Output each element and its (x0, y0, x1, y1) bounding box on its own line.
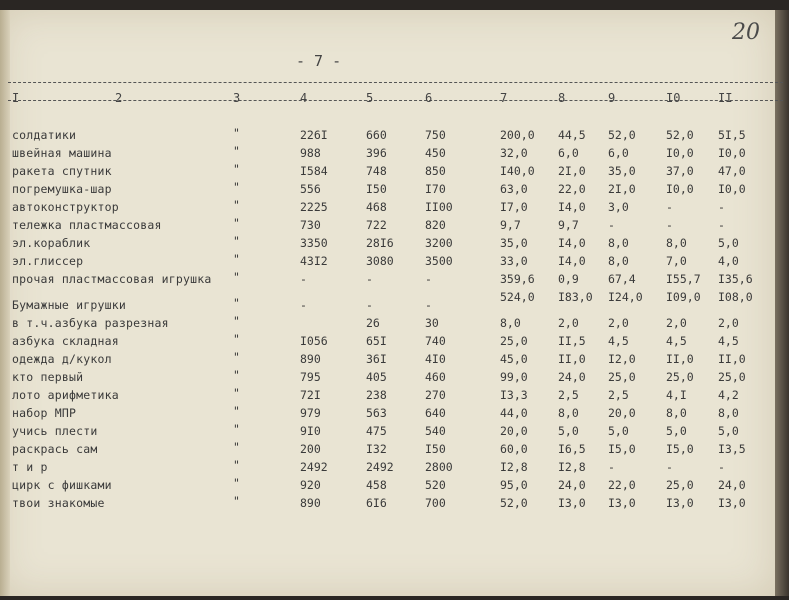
column-header-11: II (718, 91, 733, 105)
row-cell-c11: I08,0 (718, 290, 753, 304)
row-cell-c5: 405 (366, 370, 387, 384)
row-cell-c5: 65I (366, 334, 387, 348)
row-unit-ditto: " (233, 270, 240, 284)
column-header-10: I0 (666, 91, 681, 105)
row-cell-c7: 45,0 (500, 352, 528, 366)
row-cell-c7: I2,8 (500, 460, 528, 474)
row-cell-c9: - (608, 460, 615, 474)
row-cell-c11: - (718, 218, 725, 232)
row-cell-c5: 748 (366, 164, 387, 178)
column-header-4: 4 (300, 91, 308, 105)
row-cell-c6: I70 (425, 182, 446, 196)
row-cell-c7: 44,0 (500, 406, 528, 420)
row-unit-ditto: " (233, 422, 240, 436)
row-unit-ditto: " (233, 404, 240, 418)
row-name: Бумажные игрушки (12, 298, 126, 312)
row-cell-c10: - (666, 218, 673, 232)
row-cell-c4: 730 (300, 218, 321, 232)
row-cell-c4: 920 (300, 478, 321, 492)
row-cell-c5: 475 (366, 424, 387, 438)
row-unit-ditto: " (233, 494, 240, 508)
row-cell-c7: 8,0 (500, 316, 521, 330)
row-cell-c8: I2,8 (558, 460, 586, 474)
row-unit-ditto: " (233, 440, 240, 454)
row-unit-ditto: " (233, 314, 240, 328)
row-cell-c8: 24,0 (558, 370, 586, 384)
row-cell-c10: 4,I (666, 388, 687, 402)
row-unit-ditto: " (233, 368, 240, 382)
row-cell-c4: 2225 (300, 200, 328, 214)
row-cell-c10: I55,7 (666, 272, 701, 286)
row-cell-c10: 25,0 (666, 478, 694, 492)
row-cell-c10: - (666, 460, 673, 474)
row-cell-c8: I4,0 (558, 200, 586, 214)
row-cell-c9: 8,0 (608, 254, 629, 268)
row-cell-c6: I50 (425, 442, 446, 456)
row-cell-c4: I056 (300, 334, 328, 348)
row-cell-c6: 2800 (425, 460, 453, 474)
row-cell-c8: I3,0 (558, 496, 586, 510)
row-cell-c6: 820 (425, 218, 446, 232)
row-cell-c4: 2492 (300, 460, 328, 474)
row-cell-c5: 6I6 (366, 496, 387, 510)
row-cell-c4: 3350 (300, 236, 328, 250)
row-cell-c11: II,0 (718, 352, 746, 366)
row-cell-c8: 0,9 (558, 272, 579, 286)
row-name: солдатики (12, 128, 77, 142)
row-cell-c4: 556 (300, 182, 321, 196)
row-cell-c10: I5,0 (666, 442, 694, 456)
row-cell-c8: 6,0 (558, 146, 579, 160)
row-cell-c9: I24,0 (608, 290, 643, 304)
row-cell-c9: 8,0 (608, 236, 629, 250)
row-cell-c10: 8,0 (666, 236, 687, 250)
row-cell-c11: I0,0 (718, 182, 746, 196)
row-name: т и р (12, 460, 48, 474)
row-cell-c7: 9,7 (500, 218, 521, 232)
row-name: лото арифметика (12, 388, 119, 402)
row-cell-c10: I0,0 (666, 146, 694, 160)
column-header-6: 6 (425, 91, 433, 105)
row-name: автоконструктор (12, 200, 119, 214)
row-unit-ditto: " (233, 296, 240, 310)
row-cell-c9: 22,0 (608, 478, 636, 492)
row-cell-c9: I2,0 (608, 352, 636, 366)
row-cell-c9: 3,0 (608, 200, 629, 214)
row-cell-c6: 520 (425, 478, 446, 492)
row-cell-c9: 4,5 (608, 334, 629, 348)
row-cell-c11: 2,0 (718, 316, 739, 330)
row-cell-c6: 270 (425, 388, 446, 402)
row-unit-ditto: " (233, 216, 240, 230)
row-name: твои знакомые (12, 496, 105, 510)
row-cell-c7: 95,0 (500, 478, 528, 492)
row-cell-c9: 2I,0 (608, 182, 636, 196)
column-header-2: 2 (115, 91, 123, 105)
row-cell-c11: 8,0 (718, 406, 739, 420)
row-cell-c6: 3200 (425, 236, 453, 250)
row-cell-c4: - (300, 298, 307, 312)
row-cell-c11: I35,6 (718, 272, 753, 286)
row-cell-c9: 5,0 (608, 424, 629, 438)
row-cell-c9: 2,5 (608, 388, 629, 402)
row-cell-c11: I0,0 (718, 146, 746, 160)
row-cell-c5: 458 (366, 478, 387, 492)
row-cell-c8: I6,5 (558, 442, 586, 456)
row-cell-c11: 25,0 (718, 370, 746, 384)
row-cell-c5: I32 (366, 442, 387, 456)
row-cell-c11: 4,2 (718, 388, 739, 402)
row-cell-c6: - (425, 272, 432, 286)
row-cell-c11: 47,0 (718, 164, 746, 178)
row-cell-c11: - (718, 200, 725, 214)
row-name: ракета спутник (12, 164, 112, 178)
row-unit-ditto: " (233, 198, 240, 212)
row-cell-c9: - (608, 218, 615, 232)
row-cell-c6: 540 (425, 424, 446, 438)
row-cell-c11: 5,0 (718, 236, 739, 250)
row-cell-c8: 8,0 (558, 406, 579, 420)
row-name: одежда д/кукол (12, 352, 112, 366)
row-cell-c10: I0,0 (666, 182, 694, 196)
row-cell-c6: II00 (425, 200, 453, 214)
column-header-9: 9 (608, 91, 616, 105)
row-cell-c6: 700 (425, 496, 446, 510)
row-cell-c10: 2,0 (666, 316, 687, 330)
page-header: - 7 - (296, 52, 342, 70)
row-cell-c5: 468 (366, 200, 387, 214)
row-cell-c5: 36I (366, 352, 387, 366)
row-cell-c5: 2492 (366, 460, 394, 474)
row-unit-ditto: " (233, 144, 240, 158)
row-cell-c5: - (366, 298, 373, 312)
row-cell-c4: I584 (300, 164, 328, 178)
row-name: набор МПР (12, 406, 77, 420)
row-cell-c4: 979 (300, 406, 321, 420)
row-cell-c7: 63,0 (500, 182, 528, 196)
row-cell-c7: 60,0 (500, 442, 528, 456)
row-cell-c6: 750 (425, 128, 446, 142)
row-unit-ditto: " (233, 458, 240, 472)
row-cell-c6: 850 (425, 164, 446, 178)
row-name: прочая пластмассовая игрушка (12, 272, 212, 286)
row-cell-c5: 28I6 (366, 236, 394, 250)
row-cell-c8: II,0 (558, 352, 586, 366)
row-cell-c10: I3,0 (666, 496, 694, 510)
row-cell-c11: 24,0 (718, 478, 746, 492)
table-top-rule (8, 82, 783, 83)
row-cell-c9: 35,0 (608, 164, 636, 178)
row-cell-c6: 30 (425, 316, 439, 330)
row-cell-c9: 52,0 (608, 128, 636, 142)
row-cell-c8: 9,7 (558, 218, 579, 232)
row-cell-c7: 359,6 (500, 272, 535, 286)
row-name: эл.глиссер (12, 254, 84, 268)
row-cell-c10: 52,0 (666, 128, 694, 142)
row-cell-c9: 2,0 (608, 316, 629, 330)
row-cell-c8: I4,0 (558, 254, 586, 268)
row-cell-c8: 24,0 (558, 478, 586, 492)
page-binding-edge (0, 10, 10, 596)
row-cell-c10: 7,0 (666, 254, 687, 268)
row-cell-c7: 524,0 (500, 290, 535, 304)
row-cell-c11: I3,0 (718, 496, 746, 510)
row-cell-c7: 52,0 (500, 496, 528, 510)
row-cell-c9: I5,0 (608, 442, 636, 456)
row-cell-c5: 722 (366, 218, 387, 232)
row-name: швейная машина (12, 146, 112, 160)
page-edge-shadow (775, 10, 789, 596)
row-name: кто первый (12, 370, 84, 384)
row-cell-c7: 99,0 (500, 370, 528, 384)
row-unit-ditto: " (233, 476, 240, 490)
row-unit-ditto: " (233, 162, 240, 176)
row-cell-c4: 988 (300, 146, 321, 160)
row-cell-c8: I4,0 (558, 236, 586, 250)
row-cell-c11: 4,5 (718, 334, 739, 348)
row-cell-c5: 396 (366, 146, 387, 160)
row-cell-c8: 2I,0 (558, 164, 586, 178)
column-header-8: 8 (558, 91, 566, 105)
row-cell-c6: 4I0 (425, 352, 446, 366)
row-unit-ditto: " (233, 252, 240, 266)
row-cell-c6: 460 (425, 370, 446, 384)
row-cell-c8: 2,0 (558, 316, 579, 330)
row-cell-c6: 450 (425, 146, 446, 160)
row-cell-c5: I50 (366, 182, 387, 196)
row-cell-c6: 640 (425, 406, 446, 420)
row-unit-ditto: " (233, 234, 240, 248)
handwritten-page-number: 20 (732, 20, 760, 45)
row-cell-c9: 6,0 (608, 146, 629, 160)
row-cell-c5: - (366, 272, 373, 286)
row-cell-c11: I3,5 (718, 442, 746, 456)
row-cell-c10: 37,0 (666, 164, 694, 178)
row-cell-c4: 72I (300, 388, 321, 402)
column-header-3: 3 (233, 91, 241, 105)
row-cell-c11: - (718, 460, 725, 474)
row-cell-c5: 26 (366, 316, 380, 330)
row-cell-c7: 32,0 (500, 146, 528, 160)
row-cell-c8: 22,0 (558, 182, 586, 196)
row-cell-c9: I3,0 (608, 496, 636, 510)
row-cell-c8: 5,0 (558, 424, 579, 438)
row-cell-c7: 200,0 (500, 128, 535, 142)
row-cell-c5: 660 (366, 128, 387, 142)
row-unit-ditto: " (233, 126, 240, 140)
row-cell-c7: 20,0 (500, 424, 528, 438)
row-cell-c8: 2,5 (558, 388, 579, 402)
row-unit-ditto: " (233, 350, 240, 364)
row-cell-c7: I40,0 (500, 164, 535, 178)
row-name: раскрась сам (12, 442, 98, 456)
row-cell-c11: 5I,5 (718, 128, 746, 142)
row-cell-c9: 67,4 (608, 272, 636, 286)
row-name: в т.ч.азбука разрезная (12, 316, 169, 330)
row-cell-c6: 3500 (425, 254, 453, 268)
row-cell-c6: - (425, 298, 432, 312)
row-cell-c4: 9I0 (300, 424, 321, 438)
row-cell-c7: I7,0 (500, 200, 528, 214)
row-cell-c4: 890 (300, 352, 321, 366)
row-cell-c8: 44,5 (558, 128, 586, 142)
row-cell-c9: 20,0 (608, 406, 636, 420)
row-cell-c7: I3,3 (500, 388, 528, 402)
row-cell-c4: 226I (300, 128, 328, 142)
row-name: тележка пластмассовая (12, 218, 162, 232)
row-cell-c11: 4,0 (718, 254, 739, 268)
row-cell-c11: 5,0 (718, 424, 739, 438)
column-header-7: 7 (500, 91, 508, 105)
row-cell-c7: 35,0 (500, 236, 528, 250)
row-unit-ditto: " (233, 386, 240, 400)
row-name: учись плести (12, 424, 98, 438)
row-cell-c5: 3080 (366, 254, 394, 268)
row-cell-c5: 238 (366, 388, 387, 402)
row-name: погремушка-шар (12, 182, 112, 196)
row-cell-c10: - (666, 200, 673, 214)
column-header-5: 5 (366, 91, 374, 105)
row-name: цирк с фишками (12, 478, 112, 492)
row-unit-ditto: " (233, 332, 240, 346)
row-cell-c4: 200 (300, 442, 321, 456)
row-cell-c4: 890 (300, 496, 321, 510)
column-header-1: I (12, 91, 20, 105)
row-cell-c10: II,0 (666, 352, 694, 366)
row-cell-c4: - (300, 272, 307, 286)
row-cell-c6: 740 (425, 334, 446, 348)
row-cell-c9: 25,0 (608, 370, 636, 384)
row-unit-ditto: " (233, 180, 240, 194)
row-cell-c10: 8,0 (666, 406, 687, 420)
row-name: азбука складная (12, 334, 119, 348)
row-cell-c7: 33,0 (500, 254, 528, 268)
row-cell-c10: 5,0 (666, 424, 687, 438)
row-cell-c4: 43I2 (300, 254, 328, 268)
row-cell-c8: II,5 (558, 334, 586, 348)
row-cell-c10: 25,0 (666, 370, 694, 384)
row-cell-c4: 795 (300, 370, 321, 384)
row-cell-c10: I09,0 (666, 290, 701, 304)
row-cell-c10: 4,5 (666, 334, 687, 348)
row-cell-c7: 25,0 (500, 334, 528, 348)
row-cell-c5: 563 (366, 406, 387, 420)
row-cell-c8: I83,0 (558, 290, 593, 304)
row-name: эл.кораблик (12, 236, 91, 250)
